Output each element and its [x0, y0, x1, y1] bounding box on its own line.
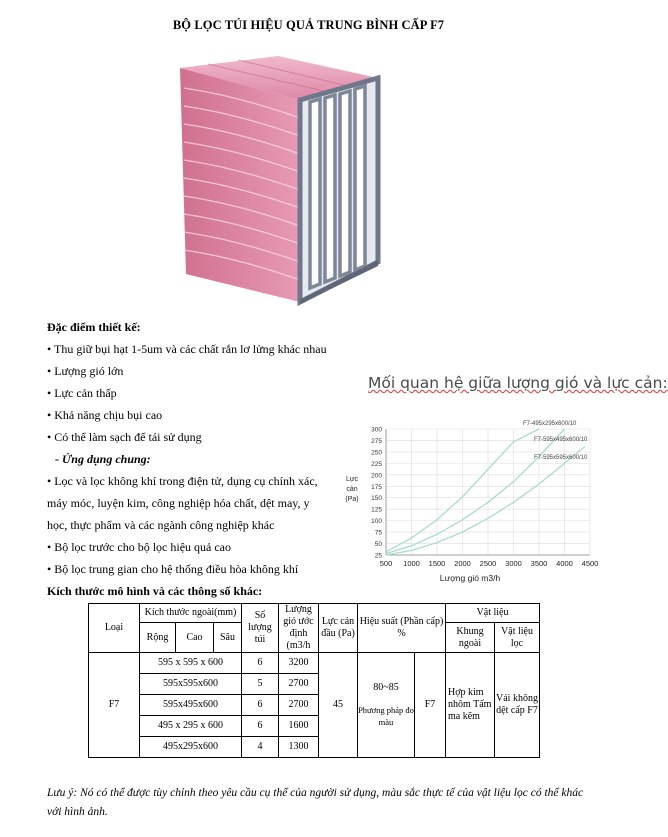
header-bags: Số lượng túi — [242, 604, 279, 653]
header-depth: Sâu — [214, 623, 242, 653]
cell-size: 595x595x600 — [140, 674, 242, 695]
cell-airflow: 3200 — [279, 653, 319, 674]
feature-item: • Có thể làm sạch để tái sử dụng — [47, 430, 202, 444]
efficiency-method: Phương pháp đo màu — [358, 705, 414, 727]
cell-bags: 6 — [242, 695, 279, 716]
application-line: • Lọc và lọc không khí trong điện tử, dụng cụ chính xác, — [47, 474, 318, 488]
feature-item: • Lực cản thấp — [47, 386, 117, 400]
x-tick-label: 4500 — [581, 559, 599, 568]
note-text: Lưu ý: Nó có thể được tùy chỉnh theo yêu cầu cụ thể của người sử dụng, màu sắc thực tế của vật liệu lọc có thể khác với hình ảnh. — [47, 787, 584, 818]
y-tick-label: 50 — [374, 541, 382, 549]
application-line: máy móc, luyện kim, công nghiệp hóa chất, dệt may, y — [47, 496, 310, 510]
series-line — [386, 429, 565, 554]
y-tick-label: 25 — [374, 552, 382, 560]
cell-size: 595x495x600 — [140, 695, 242, 716]
cell-size: 595 x 595 x 600 — [140, 653, 242, 674]
application-line: • Bộ lọc trung gian cho hệ thống điều hòa không khí — [47, 562, 299, 576]
cell-airflow: 2700 — [279, 674, 319, 695]
header-airflow: Lượng gió ước định (m3/h — [279, 604, 319, 653]
efficiency-value: 80~85 — [373, 682, 399, 693]
header-dims: Kích thước ngoài(mm) — [140, 604, 242, 623]
cell-resistance: 45 — [319, 653, 358, 758]
y-axis-label: (Pa) — [345, 496, 359, 503]
x-tick-label: 4000 — [556, 559, 573, 568]
y-tick-label: 75 — [374, 529, 382, 537]
x-tick-label: 500 — [379, 559, 393, 568]
x-tick-label: 1000 — [403, 559, 420, 568]
y-tick-label: 125 — [371, 506, 382, 514]
chart-title: Mối quan hệ giữa lượng gió và lực cản: — [368, 374, 668, 392]
header-frame: Khung ngoài — [446, 623, 495, 653]
features-heading: Đặc điểm thiết kế: — [47, 320, 141, 334]
bag-filter-image — [168, 52, 418, 304]
cell-airflow: 1300 — [279, 737, 319, 758]
y-axis-label: Lực — [345, 476, 359, 483]
header-media: Vật liệu lọc — [495, 623, 540, 653]
header-type: Loại — [89, 604, 140, 653]
cell-bags: 5 — [242, 674, 279, 695]
series-label: F7-495x295x600/10 — [523, 421, 577, 427]
cell-bags: 4 — [242, 737, 279, 758]
feature-item: • Thu giữ bụi hạt 1-5um và các chất rắn lơ lửng khác nhau — [47, 342, 327, 356]
y-tick-label: 300 — [371, 426, 382, 434]
cell-bags: 6 — [242, 653, 279, 674]
application-line: học, thực phẩm và các ngành công nghiệp khác — [47, 518, 275, 532]
cell-media: Vải không dệt cấp F7 — [495, 653, 540, 758]
x-tick-label: 2000 — [454, 559, 471, 568]
series-label: F7-595x495x600/10 — [534, 437, 588, 443]
feature-item: • Khả năng chịu bụi cao — [47, 408, 163, 422]
application-heading: - Ứng dụng chung: — [55, 452, 151, 466]
cell-bags: 6 — [242, 716, 279, 737]
x-tick-label: 2500 — [479, 559, 497, 568]
y-tick-label: 150 — [371, 495, 382, 503]
x-tick-label: 1500 — [428, 559, 446, 568]
header-width: Rộng — [140, 623, 176, 653]
resistance-airflow-chart — [338, 415, 600, 585]
series-line — [386, 446, 585, 555]
feature-item: • Lượng gió lớn — [47, 364, 124, 378]
cell-type: F7 — [89, 653, 140, 758]
y-tick-label: 275 — [371, 437, 382, 445]
y-tick-label: 225 — [371, 460, 382, 468]
y-tick-label: 250 — [371, 449, 382, 457]
cell-size: 495x295x600 — [140, 737, 242, 758]
x-tick-label: 3000 — [505, 559, 522, 568]
header-material: Vật liệu — [446, 604, 540, 623]
cell-frame: Hợp kim nhôm Tấm ma kẽm — [446, 653, 495, 758]
series-label: F7-595x595x600/10 — [534, 455, 588, 461]
cell-grade: F7 — [415, 653, 446, 758]
header-resistance: Lực cản đầu (Pa) — [319, 604, 358, 653]
y-tick-label: 100 — [371, 518, 382, 526]
cell-airflow: 2700 — [279, 695, 319, 716]
spec-table — [88, 603, 540, 758]
page-title: BỘ LỌC TÚI HIỆU QUẢ TRUNG BÌNH CẤP F7 — [172, 18, 445, 32]
cell-size: 495 x 295 x 600 — [140, 716, 242, 737]
y-tick-label: 175 — [371, 483, 382, 491]
header-height: Cao — [176, 623, 214, 653]
features-section — [47, 316, 327, 580]
cell-efficiency — [358, 653, 415, 758]
x-tick-label: 3500 — [530, 559, 548, 568]
x-axis-label: Lượng gió m3/h — [439, 573, 501, 583]
spec-heading: Kích thước mô hình và các thông số khác: — [47, 584, 263, 598]
y-axis-label: cản — [346, 486, 358, 493]
y-tick-label: 200 — [371, 472, 382, 480]
application-line: • Bộ lọc trước cho bộ lọc hiệu quả cao — [47, 540, 231, 554]
cell-airflow: 1600 — [279, 716, 319, 737]
header-efficiency: Hiệu suất (Phần cấp) % — [358, 604, 446, 653]
